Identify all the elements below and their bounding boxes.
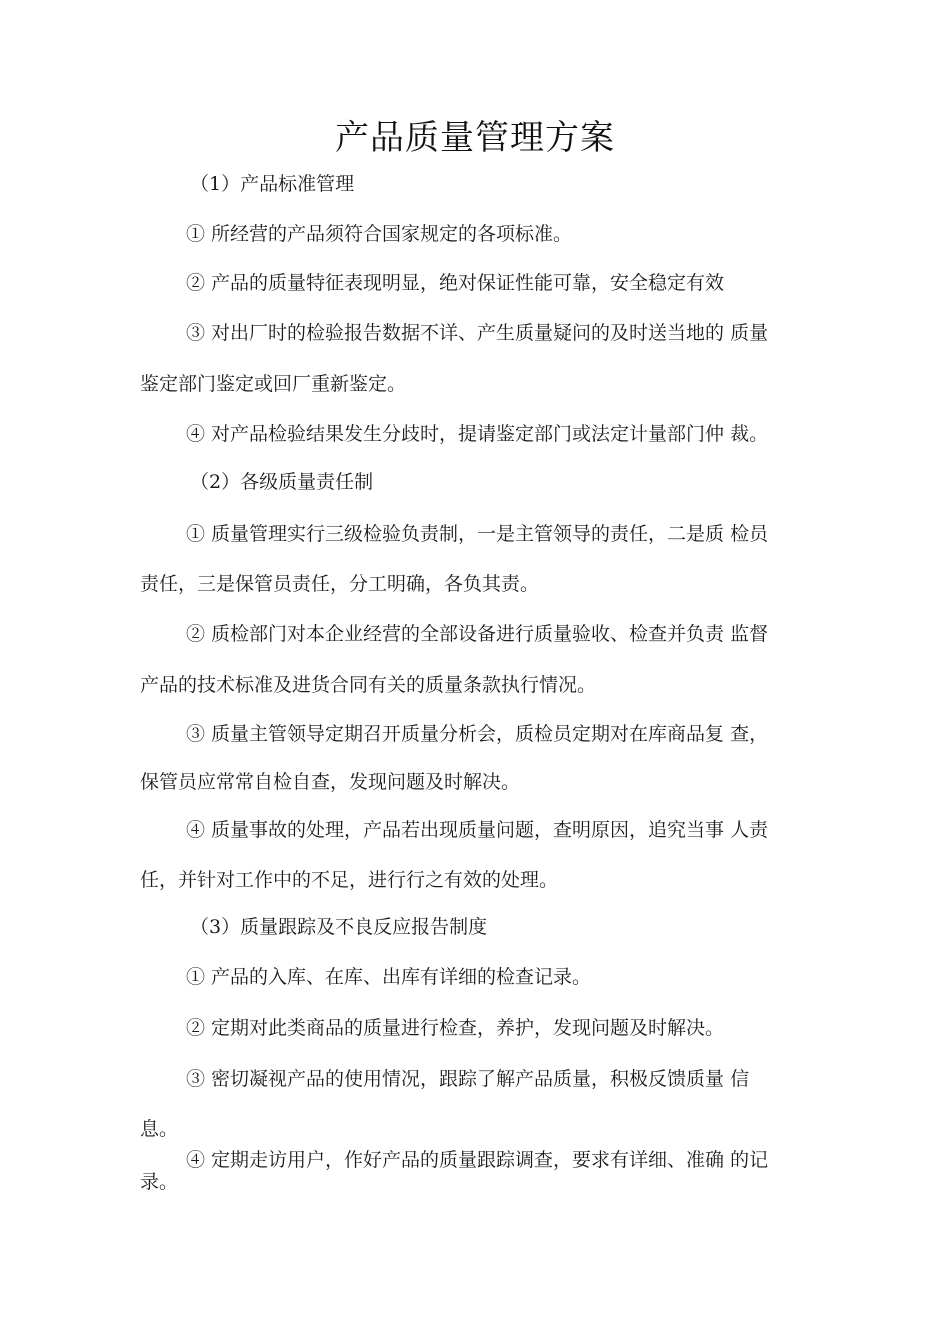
paragraph-line: ④ 对产品检验结果发生分歧时，提请鉴定部门或法定计量部门仲 裁。	[186, 423, 769, 445]
paragraph-line: ① 产品的入库、在库、出库有详细的检查记录。	[186, 966, 592, 988]
paragraph-line: ① 质量管理实行三级检验负责制，一是主管领导的责任，二是质 检员	[186, 523, 769, 545]
paragraph-line: 责任，三是保管员责任，分工明确，各负其责。	[140, 573, 540, 595]
paragraph-line: 息。	[140, 1118, 179, 1140]
paragraph-line: 任，并针对工作中的不足，进行行之有效的处理。	[140, 869, 559, 891]
section-heading-1: （1）产品标准管理	[190, 173, 355, 195]
paragraph-line: ④ 质量事故的处理，产品若出现质量问题，查明原因，追究当事 人责	[186, 819, 769, 841]
paragraph-line: 保管员应常常自检自查，发现问题及时解决。	[140, 771, 521, 793]
document-title: 产品质量管理方案	[335, 118, 615, 158]
paragraph-line: ② 产品的质量特征表现明显，绝对保证性能可靠，安全稳定有效	[186, 272, 725, 294]
paragraph-line: ④ 定期走访用户，作好产品的质量跟踪调查，要求有详细、准确 的记	[186, 1149, 769, 1171]
section-heading-2: （2）各级质量责任制	[190, 471, 374, 493]
paragraph-line: ② 质检部门对本企业经营的全部设备进行质量验收、检查并负责 监督	[186, 623, 769, 645]
section-heading-3: （3）质量跟踪及不良反应报告制度	[190, 916, 488, 938]
paragraph-line: 产品的技术标准及进货合同有关的质量条款执行情况。	[140, 674, 597, 696]
paragraph-line: 录。	[140, 1171, 179, 1193]
paragraph-line: ② 定期对此类商品的质量进行检查，养护，发现问题及时解决。	[186, 1017, 725, 1039]
paragraph-line: ① 所经营的产品须符合国家规定的各项标准。	[186, 223, 573, 245]
paragraph-line: 鉴定部门鉴定或回厂重新鉴定。	[140, 373, 407, 395]
paragraph-line: ③ 密切凝视产品的使用情况，跟踪了解产品质量，积极反馈质量 信	[186, 1068, 750, 1090]
paragraph-line: ③ 质量主管领导定期召开质量分析会，质检员定期对在库商品复 查，	[186, 723, 769, 745]
paragraph-line: ③ 对出厂时的检验报告数据不详、产生质量疑问的及时送当地的 质量	[186, 322, 769, 344]
